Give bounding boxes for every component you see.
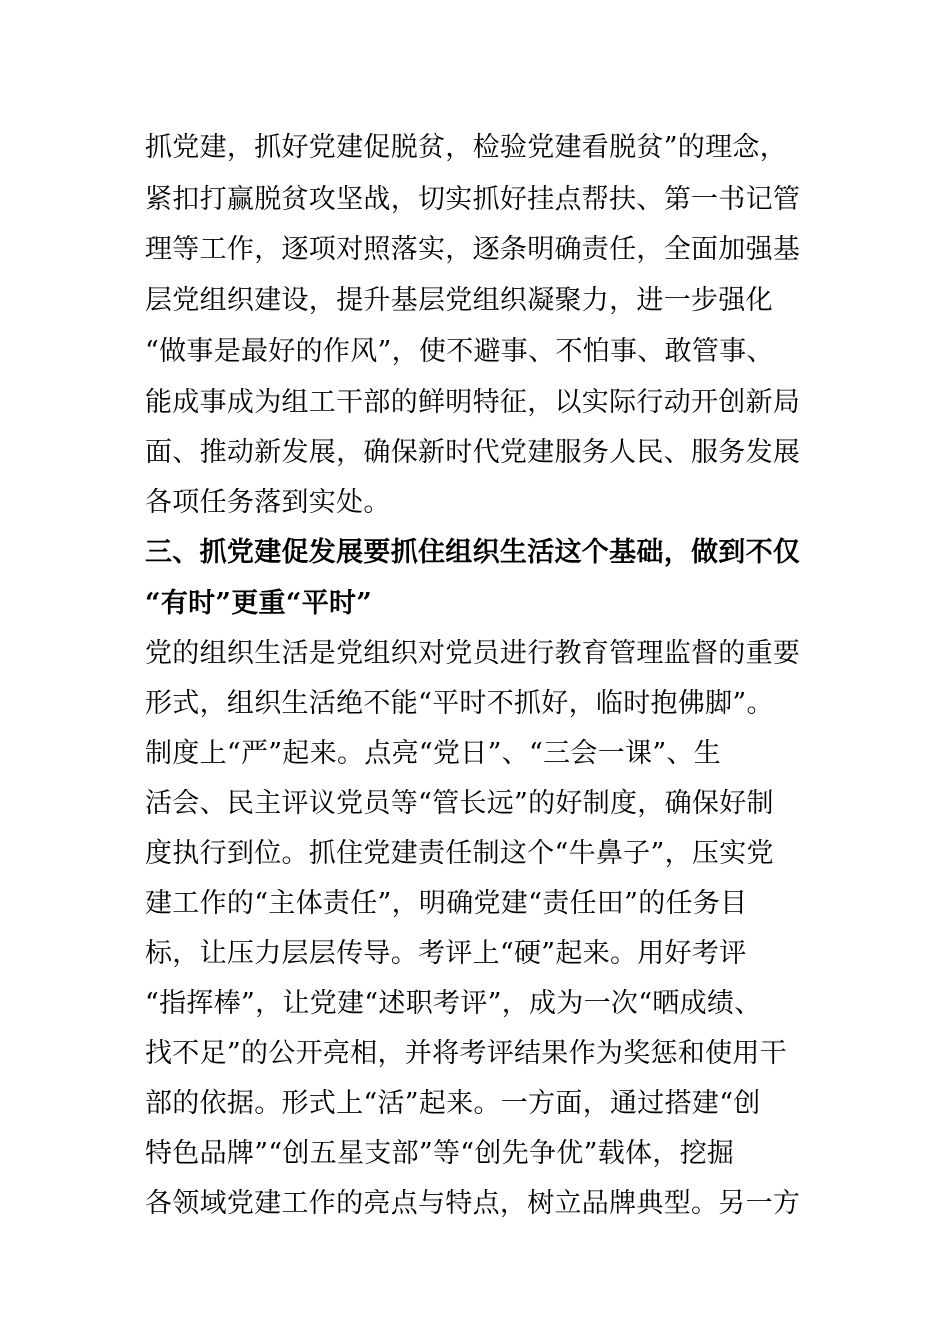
paragraph-line: 理等工作，逐项对照落实，逐条明确责任，全面加强基 bbox=[145, 234, 801, 265]
section-heading: “有时”更重“平时” bbox=[145, 588, 373, 619]
paragraph-line: 抓党建，抓好党建促脱贫，检验党建看脱贫”的理念， bbox=[145, 132, 788, 163]
paragraph-line: 建工作的“主体责任”，明确党建“责任田”的任务目 bbox=[145, 888, 748, 919]
paragraph-line: “指挥棒”，让党建“述职考评”，成为一次“晒成绩、 bbox=[145, 988, 762, 1019]
paragraph-line: 特色品牌”“创五星支部”等“创先争优”载体，挖掘 bbox=[145, 1138, 735, 1169]
paragraph-line: 能成事成为组工干部的鲜明特征，以实际行动开创新局 bbox=[145, 387, 801, 418]
paragraph-line: 制度上“严”起来。点亮“党日”、“三会一课”、生 bbox=[145, 738, 722, 769]
paragraph-line: 部的依据。形式上“活”起来。一方面，通过搭建“创 bbox=[145, 1088, 761, 1119]
paragraph-line: “做事是最好的作风”，使不避事、不怕事、敢管事、 bbox=[145, 336, 774, 367]
paragraph-line: 各项任务落到实处。 bbox=[145, 487, 391, 518]
paragraph-line: 各领域党建工作的亮点与特点，树立品牌典型。另一方 bbox=[145, 1188, 801, 1219]
section-heading: 三、抓党建促发展要抓住组织生活这个基础，做到不仅 bbox=[145, 537, 801, 568]
paragraph-line: 党的组织生活是党组织对党员进行教育管理监督的重要 bbox=[145, 638, 801, 669]
paragraph-line: 紧扣打赢脱贫攻坚战，切实抓好挂点帮扶、第一书记管 bbox=[145, 184, 801, 215]
paragraph-line: 面、推动新发展，确保新时代党建服务人民、服务发展 bbox=[145, 437, 801, 468]
paragraph-line: 标，让压力层层传导。考评上“硬”起来。用好考评 bbox=[145, 938, 747, 969]
paragraph-line: 活会、民主评议党员等“管长远”的好制度，确保好制 bbox=[145, 788, 774, 819]
paragraph-line: 度执行到位。抓住党建责任制这个“牛鼻子”，压实党 bbox=[145, 838, 774, 869]
paragraph-line: 形式，组织生活绝不能“平时不抓好，临时抱佛脚”。 bbox=[145, 688, 774, 719]
paragraph-line: 层党组织建设，提升基层党组织凝聚力，进一步强化 bbox=[145, 285, 773, 316]
paragraph-line: 找不足”的公开亮相，并将考评结果作为奖惩和使用干 bbox=[145, 1038, 788, 1069]
